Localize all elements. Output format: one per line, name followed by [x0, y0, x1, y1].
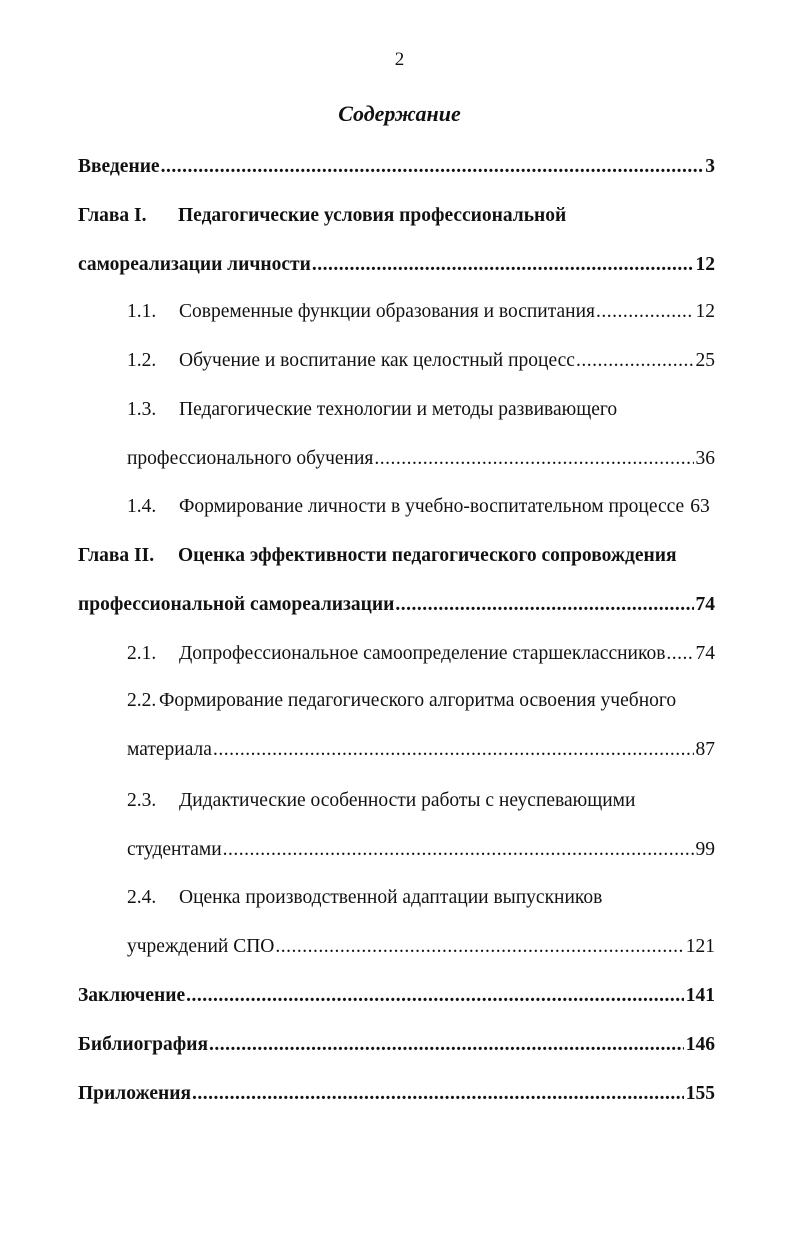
toc-entry-number: 2.1.: [127, 643, 157, 664]
page-title: Содержание: [338, 101, 461, 126]
toc-entry-text: самореализации личности: [78, 254, 311, 275]
toc-entry-page: 74: [695, 594, 715, 615]
toc-entry-number: Глава I.: [78, 205, 147, 226]
toc-entry-number: 1.4.: [127, 496, 157, 517]
toc-entry-text: Педагогические технологии и методы развивающего: [179, 399, 618, 420]
toc-entry-text: Приложения: [78, 1083, 192, 1104]
toc-entry-1-3: [127, 398, 715, 422]
dot-leader: [186, 984, 684, 1008]
toc-entry-2-3-cont: [127, 838, 715, 862]
toc-entry-2-4-cont: [127, 935, 715, 959]
toc-entry-text: Современные функции образования и воспитания: [179, 301, 595, 322]
toc-entry-2-2-cont: [127, 738, 715, 762]
toc-entry-text: Оценка эффективности педагогического сопровождения: [178, 545, 677, 566]
toc-entry-text: материала: [127, 739, 212, 760]
dot-leader: [209, 1033, 684, 1057]
dot-leader: [395, 593, 693, 617]
toc-entry-page: 146: [685, 1034, 715, 1055]
dot-leader: [275, 935, 683, 959]
toc-entry-2-4: [127, 886, 715, 910]
toc-entry-page: 155: [685, 1083, 715, 1104]
toc-entry-page: 25: [695, 350, 715, 371]
dot-leader: [223, 838, 694, 862]
toc-entry-text: профессионального обучения: [127, 448, 374, 469]
toc-entry-page: 121: [685, 936, 715, 957]
toc-entry-chapter-1: [78, 204, 715, 228]
toc-entry-text: Введение: [78, 156, 160, 177]
toc-entry-number: 1.2.: [127, 350, 157, 371]
dot-leader: [213, 738, 694, 762]
page-number: 2: [394, 49, 405, 70]
toc-entry-1-4: [127, 495, 715, 519]
dot-leader: [161, 155, 704, 179]
toc-entry-2-1: [127, 642, 715, 666]
toc-entry-page: 141: [685, 985, 715, 1006]
toc-entry-chapter-1-cont: [78, 253, 715, 277]
dot-leader: [666, 642, 693, 666]
toc-entry-1-1: [127, 300, 715, 324]
dot-leader: [192, 1082, 684, 1106]
toc-entry-number: Глава II.: [78, 545, 155, 566]
dot-leader: [374, 447, 693, 471]
toc-entry-text: Формирование педагогического алгоритма освоения учебного: [159, 690, 677, 711]
toc-entry-text: Обучение и воспитание как целостный процесс: [179, 350, 575, 371]
toc-entry-text: Оценка производственной адаптации выпускников: [179, 887, 603, 908]
toc-entry-number: 1.3.: [127, 399, 157, 420]
toc-entry-intro: [78, 155, 715, 179]
toc-entry-text: Формирование личности в учебно-воспитательном процессе: [179, 496, 685, 517]
toc-entry-text: профессиональной самореализации: [78, 594, 395, 615]
toc-entry-text: Библиография: [78, 1034, 209, 1055]
toc-entry-bibliography: [78, 1033, 715, 1057]
toc-entry-text: студентами: [127, 839, 222, 860]
toc-entry-page: 63: [690, 496, 710, 517]
dot-leader: [312, 253, 694, 277]
toc-entry-conclusion: [78, 984, 715, 1008]
toc-entry-number: 2.2.: [127, 690, 157, 711]
dot-leader: [576, 349, 694, 373]
toc-entry-page: 87: [695, 739, 715, 760]
toc-entry-1-3-cont: [127, 447, 715, 471]
toc-entry-page: 74: [695, 643, 715, 664]
toc-entry-text: Допрофессиональное самоопределение старшеклассников: [179, 643, 666, 664]
toc-entry-page: 12: [695, 254, 715, 275]
toc-entry-page: 3: [705, 156, 715, 177]
toc-entry-text: Дидактические особенности работы с неуспевающими: [179, 790, 636, 811]
toc-entry-text: учреждений СПО: [127, 936, 275, 957]
toc-entry-chapter-2-cont: [78, 593, 715, 617]
toc-entry-text: Педагогические условия профессиональной: [178, 205, 567, 226]
toc-entry-page: 99: [695, 839, 715, 860]
toc-entry-2-3: [127, 789, 715, 813]
dot-leader: [596, 300, 694, 324]
toc-entry-number: 1.1.: [127, 301, 157, 322]
toc-entry-appendices: [78, 1082, 715, 1106]
toc-entry-page: 12: [695, 301, 715, 322]
toc-entry-text: Заключение: [78, 985, 186, 1006]
toc-entry-number: 2.4.: [127, 887, 157, 908]
toc-entry-page: 36: [695, 448, 715, 469]
toc-entry-number: 2.3.: [127, 790, 157, 811]
toc-entry-2-2: [127, 689, 715, 713]
toc-entry-chapter-2: [78, 544, 715, 568]
toc-entry-1-2: [127, 349, 715, 373]
